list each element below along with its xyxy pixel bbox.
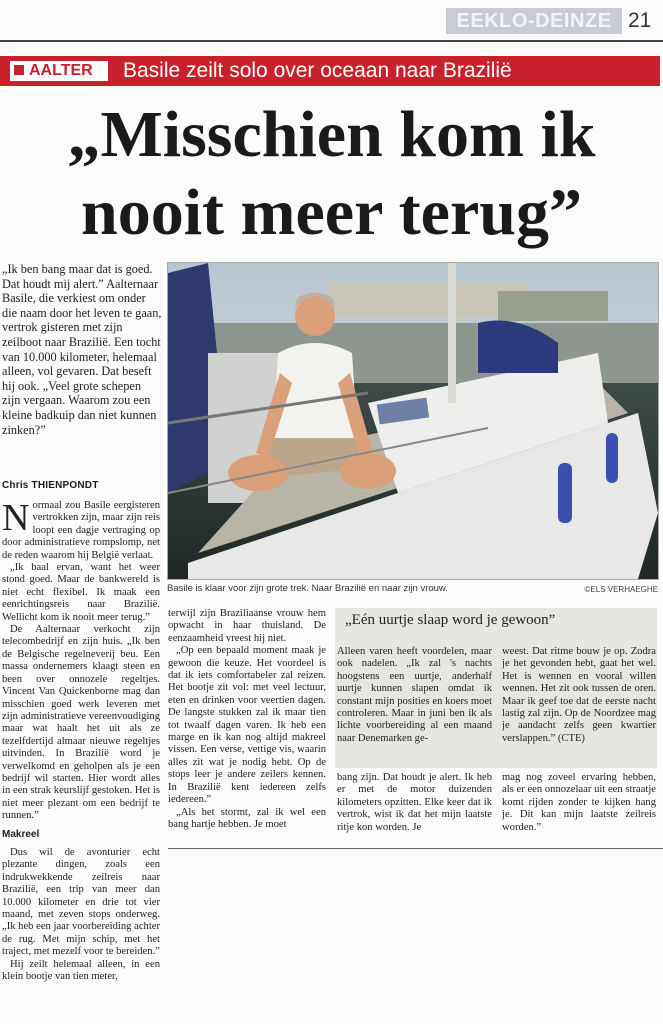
kicker-location (10, 61, 108, 81)
headline-line-2: nooit meer terug” (81, 176, 582, 249)
photo-credit: ©ELS VERHAEGHE (584, 585, 658, 594)
byline: Chris THIENPONDT (2, 480, 99, 491)
article-bottom-rule (168, 848, 663, 849)
paragraph: terwijl zijn Braziliaanse vrouw hem opwacht in haar thuisland. De eenzaamheid vreest hij niet. (168, 608, 326, 644)
lead-paragraph: „Ik ben bang maar dat is goed. Dat houdt mij alert.” Aalternaar Basile, die verkiest om onder die naam door het leven te gaan, vertrok gisteren met zijn zeilboot naar Brazilië. Een tocht van 10.000 kilometer, helemaal alleen, vol gevaren. Dat beseft hij ook. „Veel grote schepen zijn vergaan. Waarom zou een kleine badkuip dan niet kunnen zinken?” (2, 262, 162, 437)
article-column-4: mag nog zoveel ervaring hebben, als er een onnozelaar uit een straatje komt rijden zonder te kijken hang je. Dit kan mijn laatste zeilreis worden.” (502, 772, 656, 833)
paragraph: Dus wil de avonturier echt plezante dingen, zoals een indrukwekkende zeilreis naar Brazilië, een trip van meer dan 10.000 kilometer en drie tot vier maand, met zeven stops onderweg. „Ik heb een jaar voorbereiding achter de rug. Met mijn schip, met het traject, met mezelf voor te bereiden.” (2, 846, 160, 958)
article-photo (167, 262, 659, 580)
paragraph: De Aalternaar verkocht zijn telecombedrijf en zijn huis. „Ik ben de Belgische regelneverij beu. Een massa ondernemers klaagt steen en been over onnozele regeltjes. Vincent Van Quickenborne mag dan misschien goed werk leveren met zijn administratieve vereenvoudiging maar wat haalt het uit als ze tezelfdertijd almaar nieuwe regeltjes uitvinden. In Brazilië word je verwelkomd en geholpen als je een bedrijf wil starten. Hier wordt alles in een strak keurslijf gestoken. Het is niet meer plezant om een bedrijf te runnen.” (2, 624, 160, 822)
subheading: Makreel (2, 828, 40, 840)
paragraph: „Als het stormt, zal ik wel een bang hartje hebben. Je moet (168, 806, 326, 830)
paragraph: „Ik baal ervan, want het weer stond goed. Maar de bankwereld is niet echt flexibel. Ik maak een eenrichtingsreis naar Brazilië. Wellicht kom ik nooit meer terug.” (2, 562, 160, 623)
page-number: 21 (628, 9, 652, 32)
drop-cap: N (2, 500, 30, 539)
paragraph: „Op een bepaald moment maak je gewoon die keuze. Het voordeel is dat ik iets comfortabeler zal reizen. Het bootje zit vol: met veel lectuur, eten en drinken voor veertien dagen. De langste stukken zal ik maar tien tot twaalf dagen varen. Ik heb een marge en ik kan nog altijd makreel vissen. Een verse, vettige vis, waarin alles zit wat je nodig hebt. Op de stops leer je andere zeilers kennen. In Brazilië kent iedereen zelfs iedereen.” (168, 645, 326, 806)
paragraph: ormaal zou Basile eergisteren vertrokken zijn, maar zijn reis loopt een dagje vertraging op door administratieve rompslomp, net de reden waarom hij België verlaat. (2, 500, 160, 561)
sidebar-column-2: weest. Dat ritme bouw je op. Zodra je het gevonden hebt, gaat het wel. Het is wennen en vooral willen wennen. Het zit ook tussen de oren. Maar ik geef toe dat de eerste nacht lastig zal zijn. Op de Noordzee mag je aandacht zelfs geen kwartier verslappen.” (CTE) (502, 646, 656, 744)
sidebar-title: „Eén uurtje slaap word je gewoon” (345, 612, 556, 628)
article-column-2 (168, 608, 326, 838)
page-header (446, 8, 654, 34)
sailboat-photo-illustration (168, 263, 658, 579)
square-icon (14, 65, 24, 75)
kicker-location-text: AALTER (29, 62, 93, 79)
section-label: EEKLO-DEINZE (446, 8, 622, 34)
headline-line-1: „Misschien kom ik (67, 98, 596, 171)
kicker-subtitle: Basile zeilt solo over oceaan naar Brazilië (123, 59, 512, 82)
photo-caption: Basile is klaar voor zijn grote trek. Naar Brazilië en naar zijn vrouw. (167, 583, 448, 594)
paragraph: Hij zeilt helemaal alleen, in een klein bootje van tien meter, (2, 958, 160, 983)
header-rule (0, 40, 663, 42)
article-column-3: bang zijn. Dat houdt je alert. Ik heb er met de motor duizenden kilometers opzitten. Elke keer dat ik vertrok, wist ik dat het mijn laatste ritje kon worden. Je (337, 772, 492, 833)
article-column-1 (2, 500, 160, 1024)
sidebar-column-1: Alleen varen heeft voordelen, maar ook nadelen. „Ik zal 's nachts hoogstens een uurtje, anderhalf uurtje kunnen slapen omdat ik constant mijn posities en koers moet controleren. Maar in juni ben ik als lichte voorbereiding al een maand naar Denemarken ge- (337, 646, 492, 744)
